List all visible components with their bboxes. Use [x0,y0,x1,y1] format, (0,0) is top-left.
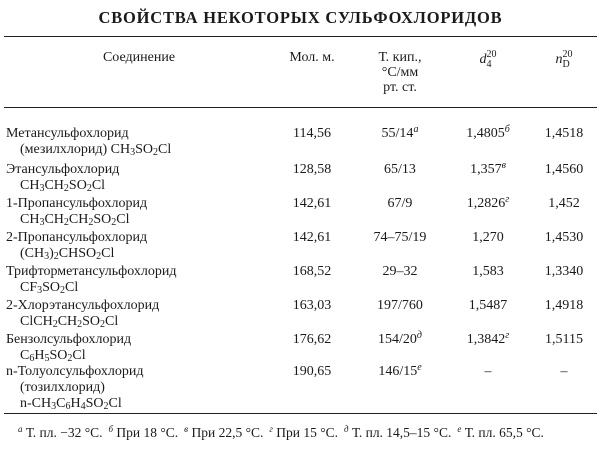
compound-name-line: n-Толуолсульфохлорид [6,364,144,379]
header-refr-symbol: n [555,52,563,67]
header-refr-sub: D [562,59,570,70]
header-refr-sup: 20 [562,49,573,60]
cell-bp: $154/20^д$ [378,330,422,347]
footnote: $^д$ Т. пл. 14,5–15 °C. [344,424,452,440]
cell-density: 1,583 [472,264,504,279]
compound-formula-line: (мезилхлорид) $CH_3SO_2Cl$ [20,142,172,158]
footnote-mark: а [413,124,419,135]
header-density-sup: 20 [486,49,497,60]
compound-formula-line: $(CH_3)_2CHSO_2Cl$ [20,246,115,262]
footnotes [6,424,596,442]
footnote: $^е$ Т. пл. 65,5 °C. [457,424,544,440]
cell-density: 1,5487 [468,298,508,313]
cell-density: $1,2826^г$ [466,194,510,211]
cell-mw: 142,61 [292,230,332,245]
header-bp [356,50,444,95]
cell-refraction: – [560,364,568,379]
header-compound: Соединение [102,50,176,65]
cell-refraction: 1,452 [548,196,580,211]
footnote: $^б$ При 18 °C. [108,424,179,440]
compound-formula-line: $CF_3SO_2Cl$ [20,280,79,296]
cell-bp: 29–32 [382,264,418,279]
cell-refraction: 1,3340 [544,264,584,279]
compound-name-line: 2-Хлорэтансульфохлорид [6,298,160,313]
cell-mw: 128,58 [292,162,332,177]
cell-refraction: 1,5115 [545,332,583,347]
compound-name [6,230,276,262]
footnote: $^а$ Т. пл. −32 °C. [18,424,103,440]
cell-density: $1,4805^б$ [466,124,510,141]
page-title: СВОЙСТВА НЕКОТОРЫХ СУЛЬФОХЛОРИДОВ [98,8,503,27]
footnote-mark: е [417,362,422,373]
top-rule [4,36,597,37]
header-refr [527,50,601,70]
compound-name-line: Этансульфохлорид [6,162,120,177]
header-bp-line3: рт. ст. [383,80,417,95]
header-bp-line2: °C/мм [381,65,419,80]
compound-formula-line: (тозилхлорид) [20,380,105,395]
compound-name [6,364,276,412]
compound-name [6,298,276,330]
cell-mw: 168,52 [292,264,332,279]
cell-bp: $146/15^е$ [378,362,422,379]
cell-refraction: 1,4560 [544,162,584,177]
footnote-mark: г [505,330,510,341]
footnote-mark: б [108,424,114,434]
cell-bp: 65/13 [384,162,416,177]
cell-bp: 67/9 [387,196,413,211]
header-rule [4,107,597,108]
compound-formula-line: $CH_3CH_2CH_2SO_2Cl$ [20,212,130,228]
footnote-mark: д [344,424,349,434]
cell-mw: 163,03 [292,298,332,313]
footnote-mark: д [416,330,422,341]
compound-name-line: Бензолсульфохлорид [6,332,132,347]
compound-name [6,126,276,158]
compound-formula-line: $CH_3CH_2SO_2Cl$ [20,178,106,194]
cell-density: 1,270 [472,230,504,245]
footnote-mark: г [505,194,510,205]
compound-formula-line: $n-CH_3C_6H_4SO_2Cl$ [20,396,122,412]
compound-name [6,196,276,228]
cell-refraction: 1,4918 [544,298,584,313]
compound-name [6,264,276,296]
header-density [447,50,529,70]
footnote-mark: е [457,424,462,434]
cell-mw: 190,65 [292,364,332,379]
compound-name-line: 1-Пропансульфохлорид [6,196,148,211]
cell-bp: 74–75/19 [373,230,427,245]
footnote-mark: в [501,160,506,171]
compound-name-line: Трифторметансульфохлорид [6,264,177,279]
cell-refraction: 1,4530 [544,230,584,245]
footnote-mark: г [269,424,273,434]
header-density-symbol: d [479,52,487,67]
footnote-mark: в [184,424,189,434]
cell-density: $1,357^в$ [470,160,506,177]
cell-refraction: 1,4518 [544,126,584,141]
footnote-mark: б [504,124,510,135]
header-mw: Мол. м. [289,50,335,65]
header-density-sub: 4 [486,59,492,70]
compound-name-line: Метансульфохлорид [6,126,129,141]
bottom-rule [4,413,597,414]
header-bp-line1: Т. кип., [378,50,422,65]
cell-mw: 142,61 [292,196,332,211]
cell-density: $1,3842^г$ [466,330,510,347]
cell-mw: 176,62 [292,332,332,347]
footnote: $^г$ При 15 °C. [269,424,339,440]
footnote: $^в$ При 22,5 °C. [184,424,264,440]
compound-name-line: 2-Пропансульфохлорид [6,230,148,245]
compound-formula-line: $ClCH_2CH_2SO_2Cl$ [20,314,119,330]
cell-bp: 197/760 [377,298,423,313]
compound-name [6,332,276,364]
compound-name [6,162,276,194]
footnote-mark: а [18,424,23,434]
cell-bp: $55/14^а$ [381,124,419,141]
cell-mw: 114,56 [293,126,331,141]
compound-formula-line: $C_6H_5SO_2Cl$ [20,348,86,364]
cell-density: – [484,364,492,379]
